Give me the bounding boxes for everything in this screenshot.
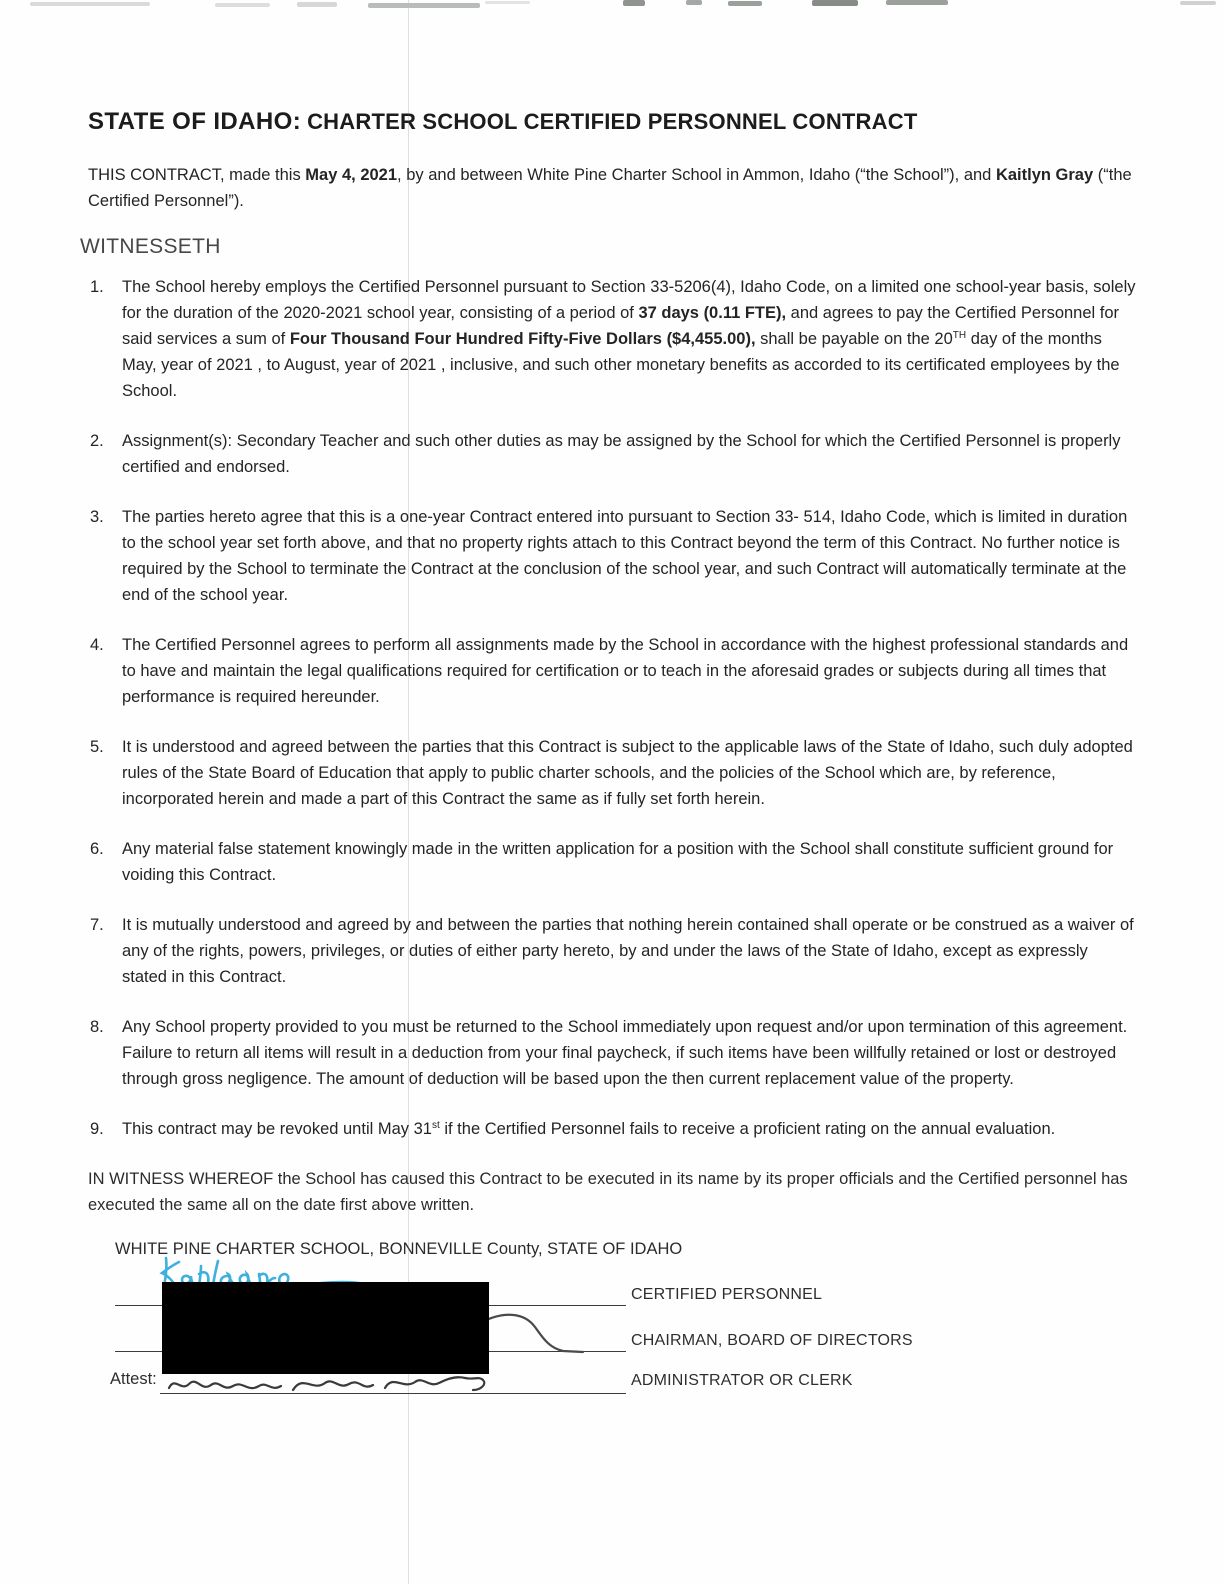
scan-artifact [215,3,270,7]
scan-artifact [368,3,480,8]
clause-number: 9. [90,1120,104,1138]
contract-clause-6 [88,836,1136,888]
scan-artifact [30,2,150,6]
clause-number: 1. [90,278,104,296]
contract-clause-7 [88,912,1136,990]
redaction-box [162,1282,489,1374]
clause-text: It is mutually understood and agreed by and between the parties that nothing herein contained shall operate or be construed as a waiver of any of the rights, powers, privileges, or duties of either party hereto, by and under the laws of the State of Idaho, except as expressly stated in this Contract. [122,916,1134,986]
contract-clause-1 [88,274,1136,404]
clause-list [88,274,1136,1142]
contract-clause-9 [88,1116,1136,1142]
clause-text: Assignment(s): Secondary Teacher and such other duties as may be assigned by the School for which the Certified Personnel is properly certified and endorsed. [122,432,1121,476]
closing-paragraph: IN WITNESS WHEREOF the School has caused this Contract to be executed in its name by its proper officials and the Certified personnel has executed the same all on the date first above written. [88,1170,1128,1214]
scan-artifact [1180,1,1216,5]
contract-clause-5 [88,734,1136,812]
scan-artifact [485,1,530,4]
scan-artifact [812,0,858,6]
administrator-label: ADMINISTRATOR OR CLERK [631,1372,853,1389]
clause-number: 7. [90,916,104,934]
title-rest: CHARTER SCHOOL CERTIFIED PERSONNEL CONTRACT [307,109,918,134]
attest-prefix: Attest: [110,1370,157,1388]
clause-text: This contract may be revoked until May 31st if the Certified Personnel fails to receive a proficient rating on the annual evaluation. [122,1120,1056,1138]
scan-artifact [886,0,948,5]
clause-text: It is understood and agreed between the parties that this Contract is subject to the applicable laws of the State of Idaho, such duly adopted rules of the State Board of Education that apply to public charter schools, and the policies of the School which are, by reference, incorporated herein and made a part of this Contract the same as if fully set forth herein. [122,738,1133,808]
signature-block [88,1262,1136,1412]
contract-clause-4 [88,632,1136,710]
clause-number: 8. [90,1018,104,1036]
clause-number: 5. [90,738,104,756]
title-lead: STATE OF IDAHO: [88,108,302,135]
clause-number: 4. [90,636,104,654]
certified-personnel-label: CERTIFIED PERSONNEL [631,1286,823,1303]
scan-artifact [728,1,762,6]
document-title [88,108,1136,136]
clause-text: Any material false statement knowingly made in the written application for a position with the School shall constitute sufficient ground for voiding this Contract. [122,840,1114,884]
school-name-line: WHITE PINE CHARTER SCHOOL, BONNEVILLE County, STATE OF IDAHO [115,1240,683,1258]
clause-text: The Certified Personnel agrees to perform all assignments made by the School in accordance with the highest professional standards and to have and maintain the legal qualifications required for certification or to teach in the aforesaid grades or subjects during all times that performance is required hereunder. [122,636,1129,706]
clause-text: Any School property provided to you must be returned to the School immediately upon request and/or upon termination of this agreement. Failure to return all items will result in a deduction from your final paycheck, if such items have been willfully retained or lost or destroyed through gross negligence. The amount of deduction will be based upon the then current replacement value of the property. [122,1018,1128,1088]
contract-clause-3 [88,504,1136,608]
scan-artifact [297,2,337,7]
witnesseth-heading: WITNESSETH [80,235,221,258]
contract-clause-2 [88,428,1136,480]
chairman-signature-ink [478,1309,588,1357]
scan-artifact [623,0,645,6]
contract-clause-8 [88,1014,1136,1092]
clause-number: 6. [90,840,104,858]
chairman-label: CHAIRMAN, BOARD OF DIRECTORS [631,1332,913,1349]
intro-paragraph: THIS CONTRACT, made this May 4, 2021, by and between White Pine Charter School in Ammon, Idaho (“the School”), and Kaitlyn Gray (“the Certified Personnel”). [88,166,1132,210]
clause-text: The School hereby employs the Certified Personnel pursuant to Section 33-5206(4), Idaho Code, on a limited one school-year basis, solely for the duration of the 2020-2021 school year, consisting of a period of 37 days (0.11 FTE), and agrees to pay the Certified Personnel for said services a sum of Four Thousand Four Hundred Fifty-Five Dollars ($4,455.00), shall be payable on the 20TH day of the months May, year of 2021 , to August, year of 2021 , inclusive, and such other monetary benefits as accorded to its certificated employees by the School. [122,278,1136,400]
clause-number: 3. [90,508,104,526]
clause-text: The parties hereto agree that this is a one-year Contract entered into pursuant to Section 33- 514, Idaho Code, which is limited in duration to the school year set forth above, and that no property rights attach to this Contract beyond the term of this Contract. No further notice is required by the School to terminate the Contract at the conclusion of the school year, and such Contract will automatically terminate at the end of the school year. [122,508,1128,604]
scan-artifact [686,0,702,5]
clause-number: 2. [90,432,104,450]
